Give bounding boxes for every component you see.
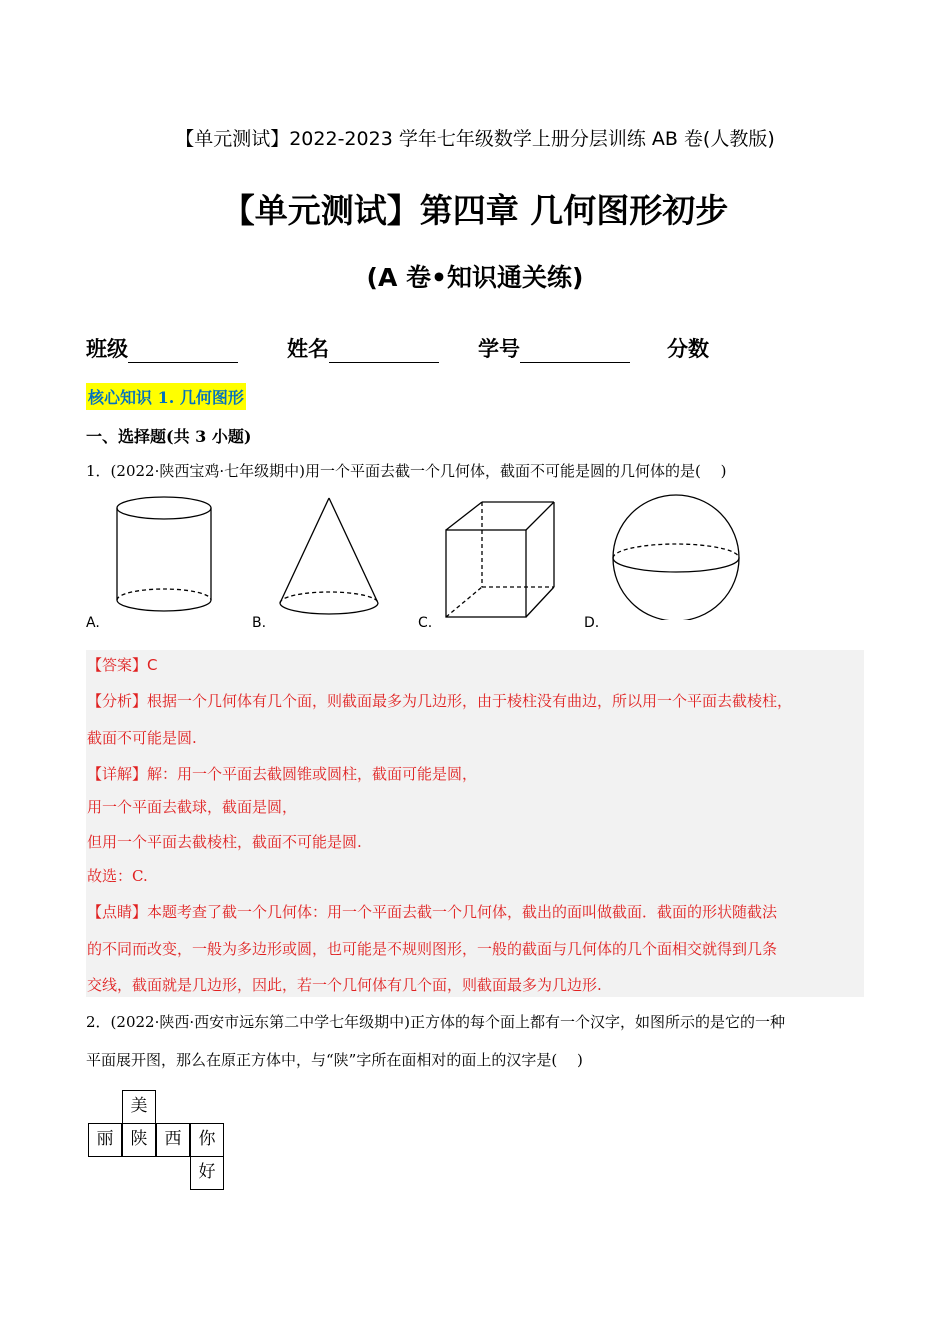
detail-text-1: 解：用一个平面去截圆锥或圆柱，截面可能是圆，: [147, 765, 478, 783]
question-2-line-2: 平面展开图，那么在原正方体中，与“陕”字所在面相对的面上的汉字是( ): [86, 1051, 583, 1069]
question-1-text: 1．(2022·陕西宝鸡·七年级期中)用一个平面去截一个几何体，截面不可能是圆的几何体的是( ): [86, 462, 727, 480]
answer-value: C: [147, 656, 158, 674]
comment-line-1: [87, 902, 777, 922]
detail-tag: 【详解】: [87, 765, 148, 783]
option-d-label: D.: [584, 615, 600, 631]
option-a-label: A.: [86, 615, 100, 631]
series-title: 【单元测试】2022-2023 学年七年级数学上册分层训练 AB 卷(人教版): [175, 128, 775, 150]
answer-tag: 【答案】: [87, 656, 148, 674]
knowledge-heading: 核心知识 1. 几何图形: [86, 383, 246, 410]
detail-line-1: [87, 764, 477, 784]
comment-tag: 【点睛】: [87, 903, 148, 921]
option-c-label: C.: [418, 615, 433, 631]
option-b-label: B.: [252, 615, 267, 631]
net-cell-top: 美: [122, 1090, 156, 1124]
cube-net: [88, 1090, 230, 1194]
name-field: [287, 333, 439, 363]
q1-figures: [86, 490, 786, 620]
class-blank: [128, 342, 238, 363]
net-cell-bottom: 好: [190, 1156, 224, 1190]
cone-icon: [280, 498, 378, 614]
net-cell-row-1: 丽: [88, 1123, 122, 1157]
class-field: [86, 333, 238, 363]
section-heading: 一、选择题(共 3 小题): [86, 427, 252, 446]
name-label: 姓名: [287, 336, 329, 361]
net-cell-row-2: 陕: [122, 1123, 156, 1157]
page-subtitle: (A 卷•知识通关练): [366, 263, 584, 292]
page-title: 【单元测试】第四章 几何图形初步: [221, 191, 729, 230]
net-cell-row-3: 西: [156, 1123, 190, 1157]
analysis-tag: 【分析】: [87, 692, 148, 710]
detail-line-3: 但用一个平面去截棱柱，截面不可能是圆.: [87, 833, 362, 851]
analysis-line-2: 截面不可能是圆.: [87, 729, 197, 747]
detail-line-2: 用一个平面去截球，截面是圆，: [87, 798, 298, 816]
student-id-field: [478, 333, 630, 363]
comment-text-1: 本题考查了截一个几何体：用一个平面去截一个几何体，截出的面叫做截面．截面的形状随截法: [147, 903, 778, 921]
score-label: 分数: [667, 336, 709, 361]
student-id-blank: [520, 342, 630, 363]
answer-line: [87, 655, 158, 675]
sphere-icon: [613, 495, 739, 620]
cube-icon: [446, 502, 554, 617]
name-blank: [329, 342, 439, 363]
comment-line-2: 的不同而改变，一般为多边形或圆，也可能是不规则图形，一般的截面与几何体的几个面相交就得到几条: [87, 940, 778, 958]
cylinder-icon: [117, 497, 211, 611]
comment-line-3: 交线，截面就是几边形，因此，若一个几何体有几个面，则截面最多为几边形.: [87, 976, 602, 994]
score-field: [667, 333, 709, 363]
student-id-label: 学号: [478, 336, 520, 361]
question-2-line-1: 2．(2022·陕西·西安市远东第二中学七年级期中)正方体的每个面上都有一个汉字，如图所示的是它的一种: [86, 1013, 785, 1031]
analysis-text-1: 根据一个几何体有几个面，则截面最多为几边形，由于棱柱没有曲边，所以用一个平面去截棱柱，: [147, 692, 793, 710]
class-label: 班级: [86, 336, 128, 361]
choice-line: 故选：C.: [87, 867, 148, 885]
net-cell-row-4: 你: [190, 1123, 224, 1157]
analysis-line-1: [87, 691, 792, 711]
